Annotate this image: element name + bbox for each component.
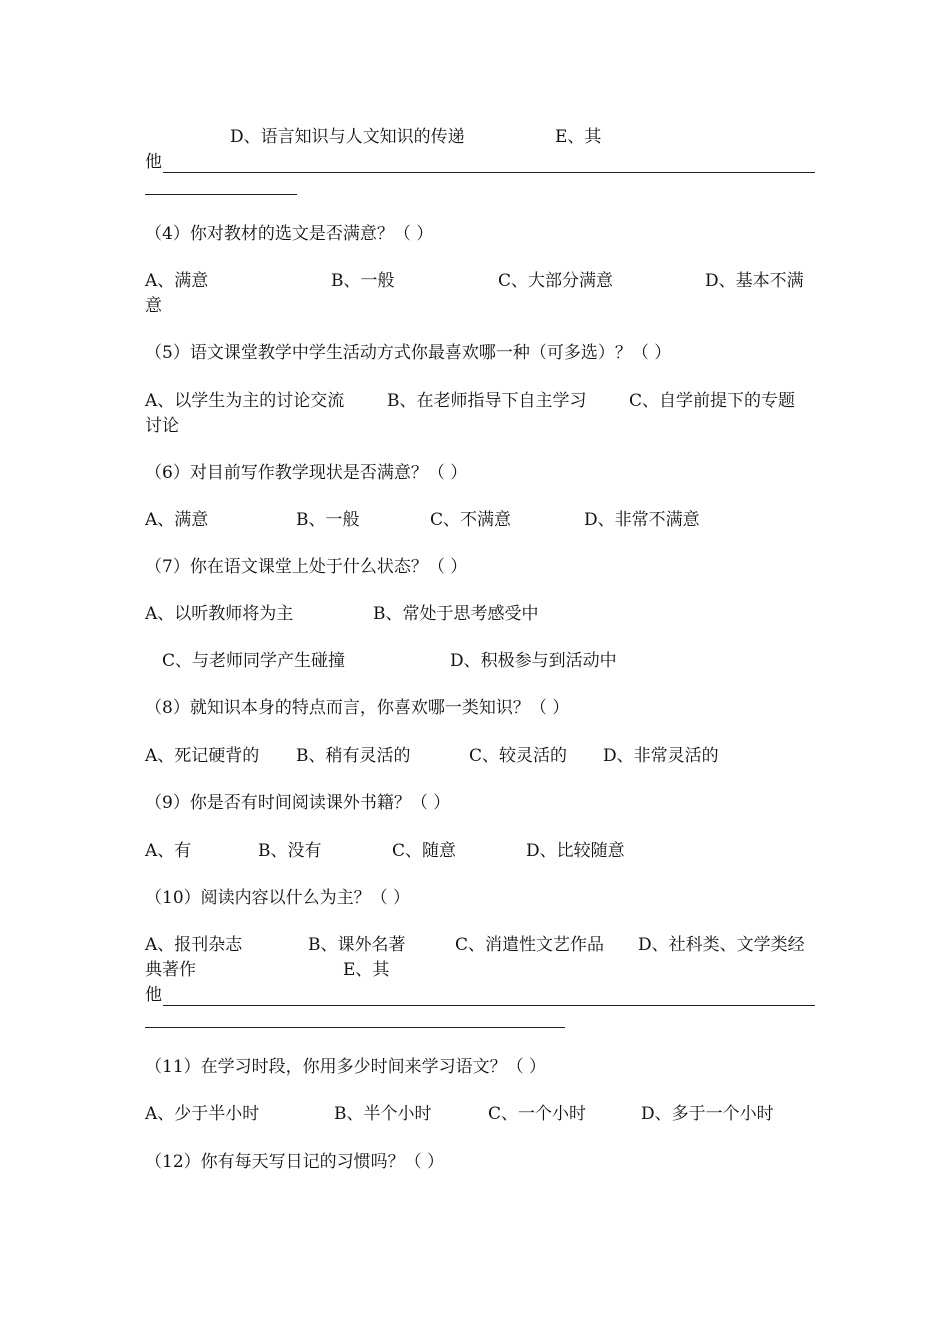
q5-option-a: A、以学生为主的讨论交流 (145, 391, 345, 411)
fill-in-line (163, 1005, 815, 1006)
q6-option-d: D、非常不满意 (584, 510, 700, 530)
q4-option-b: B、一般 (331, 271, 395, 291)
q9-option-a: A、有 (145, 841, 192, 861)
q10-option-c: C、消遣性文艺作品 (455, 935, 605, 955)
q7-option-a: A、以听教师将为主 (145, 604, 294, 624)
option-d-q3: D、语言知识与人文知识的传递 (230, 127, 465, 147)
q10-option-e-cont: 他 (145, 985, 162, 1005)
question-9: （9）你是否有时间阅读课外书籍？（ ） (145, 793, 451, 813)
q10-option-d: D、社科类、文学类经 (638, 935, 805, 955)
option-e-q3: E、其 (555, 127, 602, 147)
q11-option-b: B、半个小时 (334, 1104, 432, 1124)
q4-option-a: A、满意 (145, 271, 209, 291)
q10-option-d-cont: 典著作 (145, 960, 196, 980)
fill-in-line (145, 194, 297, 195)
q6-option-c: C、不满意 (430, 510, 512, 530)
q4-option-d-cont: 意 (145, 296, 162, 316)
q7-option-c: C、与老师同学产生碰撞 (162, 651, 346, 671)
question-6: （6）对目前写作教学现状是否满意？（ ） (145, 463, 468, 483)
q4-option-d: D、基本不满 (705, 271, 804, 291)
question-4: （4）你对教材的选文是否满意？（ ） (145, 224, 434, 244)
q9-option-c: C、随意 (392, 841, 457, 861)
q5-option-c-cont: 讨论 (145, 416, 179, 436)
fill-in-line (163, 172, 815, 173)
question-10: （10）阅读内容以什么为主？（ ） (145, 888, 411, 908)
q9-option-d: D、比较随意 (526, 841, 625, 861)
q8-option-b: B、稍有灵活的 (296, 746, 411, 766)
question-7: （7）你在语文课堂上处于什么状态？（ ） (145, 557, 468, 577)
question-11: （11）在学习时段，你用多少时间来学习语文？（ ） (145, 1057, 547, 1077)
q5-option-c: C、自学前提下的专题 (629, 391, 796, 411)
question-5: （5）语文课堂教学中学生活动方式你最喜欢哪一种（可多选）？（ ） (145, 343, 672, 363)
q11-option-a: A、少于半小时 (145, 1104, 260, 1124)
q10-option-a: A、报刊杂志 (145, 935, 243, 955)
q8-option-d: D、非常灵活的 (603, 746, 719, 766)
q4-option-c: C、大部分满意 (498, 271, 614, 291)
q9-option-b: B、没有 (258, 841, 322, 861)
q7-option-d: D、积极参与到活动中 (450, 651, 617, 671)
question-8: （8）就知识本身的特点而言，你喜欢哪一类知识？（ ） (145, 698, 570, 718)
q10-option-b: B、课外名著 (308, 935, 406, 955)
fill-in-line (145, 1027, 565, 1028)
q6-option-a: A、满意 (145, 510, 209, 530)
q8-option-a: A、死记硬背的 (145, 746, 260, 766)
q5-option-b: B、在老师指导下自主学习 (387, 391, 587, 411)
q11-option-c: C、一个小时 (488, 1104, 587, 1124)
question-12: （12）你有每天写日记的习惯吗？（ ） (145, 1152, 445, 1172)
q10-option-e: E、其 (343, 960, 390, 980)
q8-option-c: C、较灵活的 (469, 746, 568, 766)
q11-option-d: D、多于一个小时 (641, 1104, 774, 1124)
q7-option-b: B、常处于思考感受中 (373, 604, 539, 624)
q6-option-b: B、一般 (296, 510, 360, 530)
option-e-q3-cont: 他 (145, 152, 162, 172)
